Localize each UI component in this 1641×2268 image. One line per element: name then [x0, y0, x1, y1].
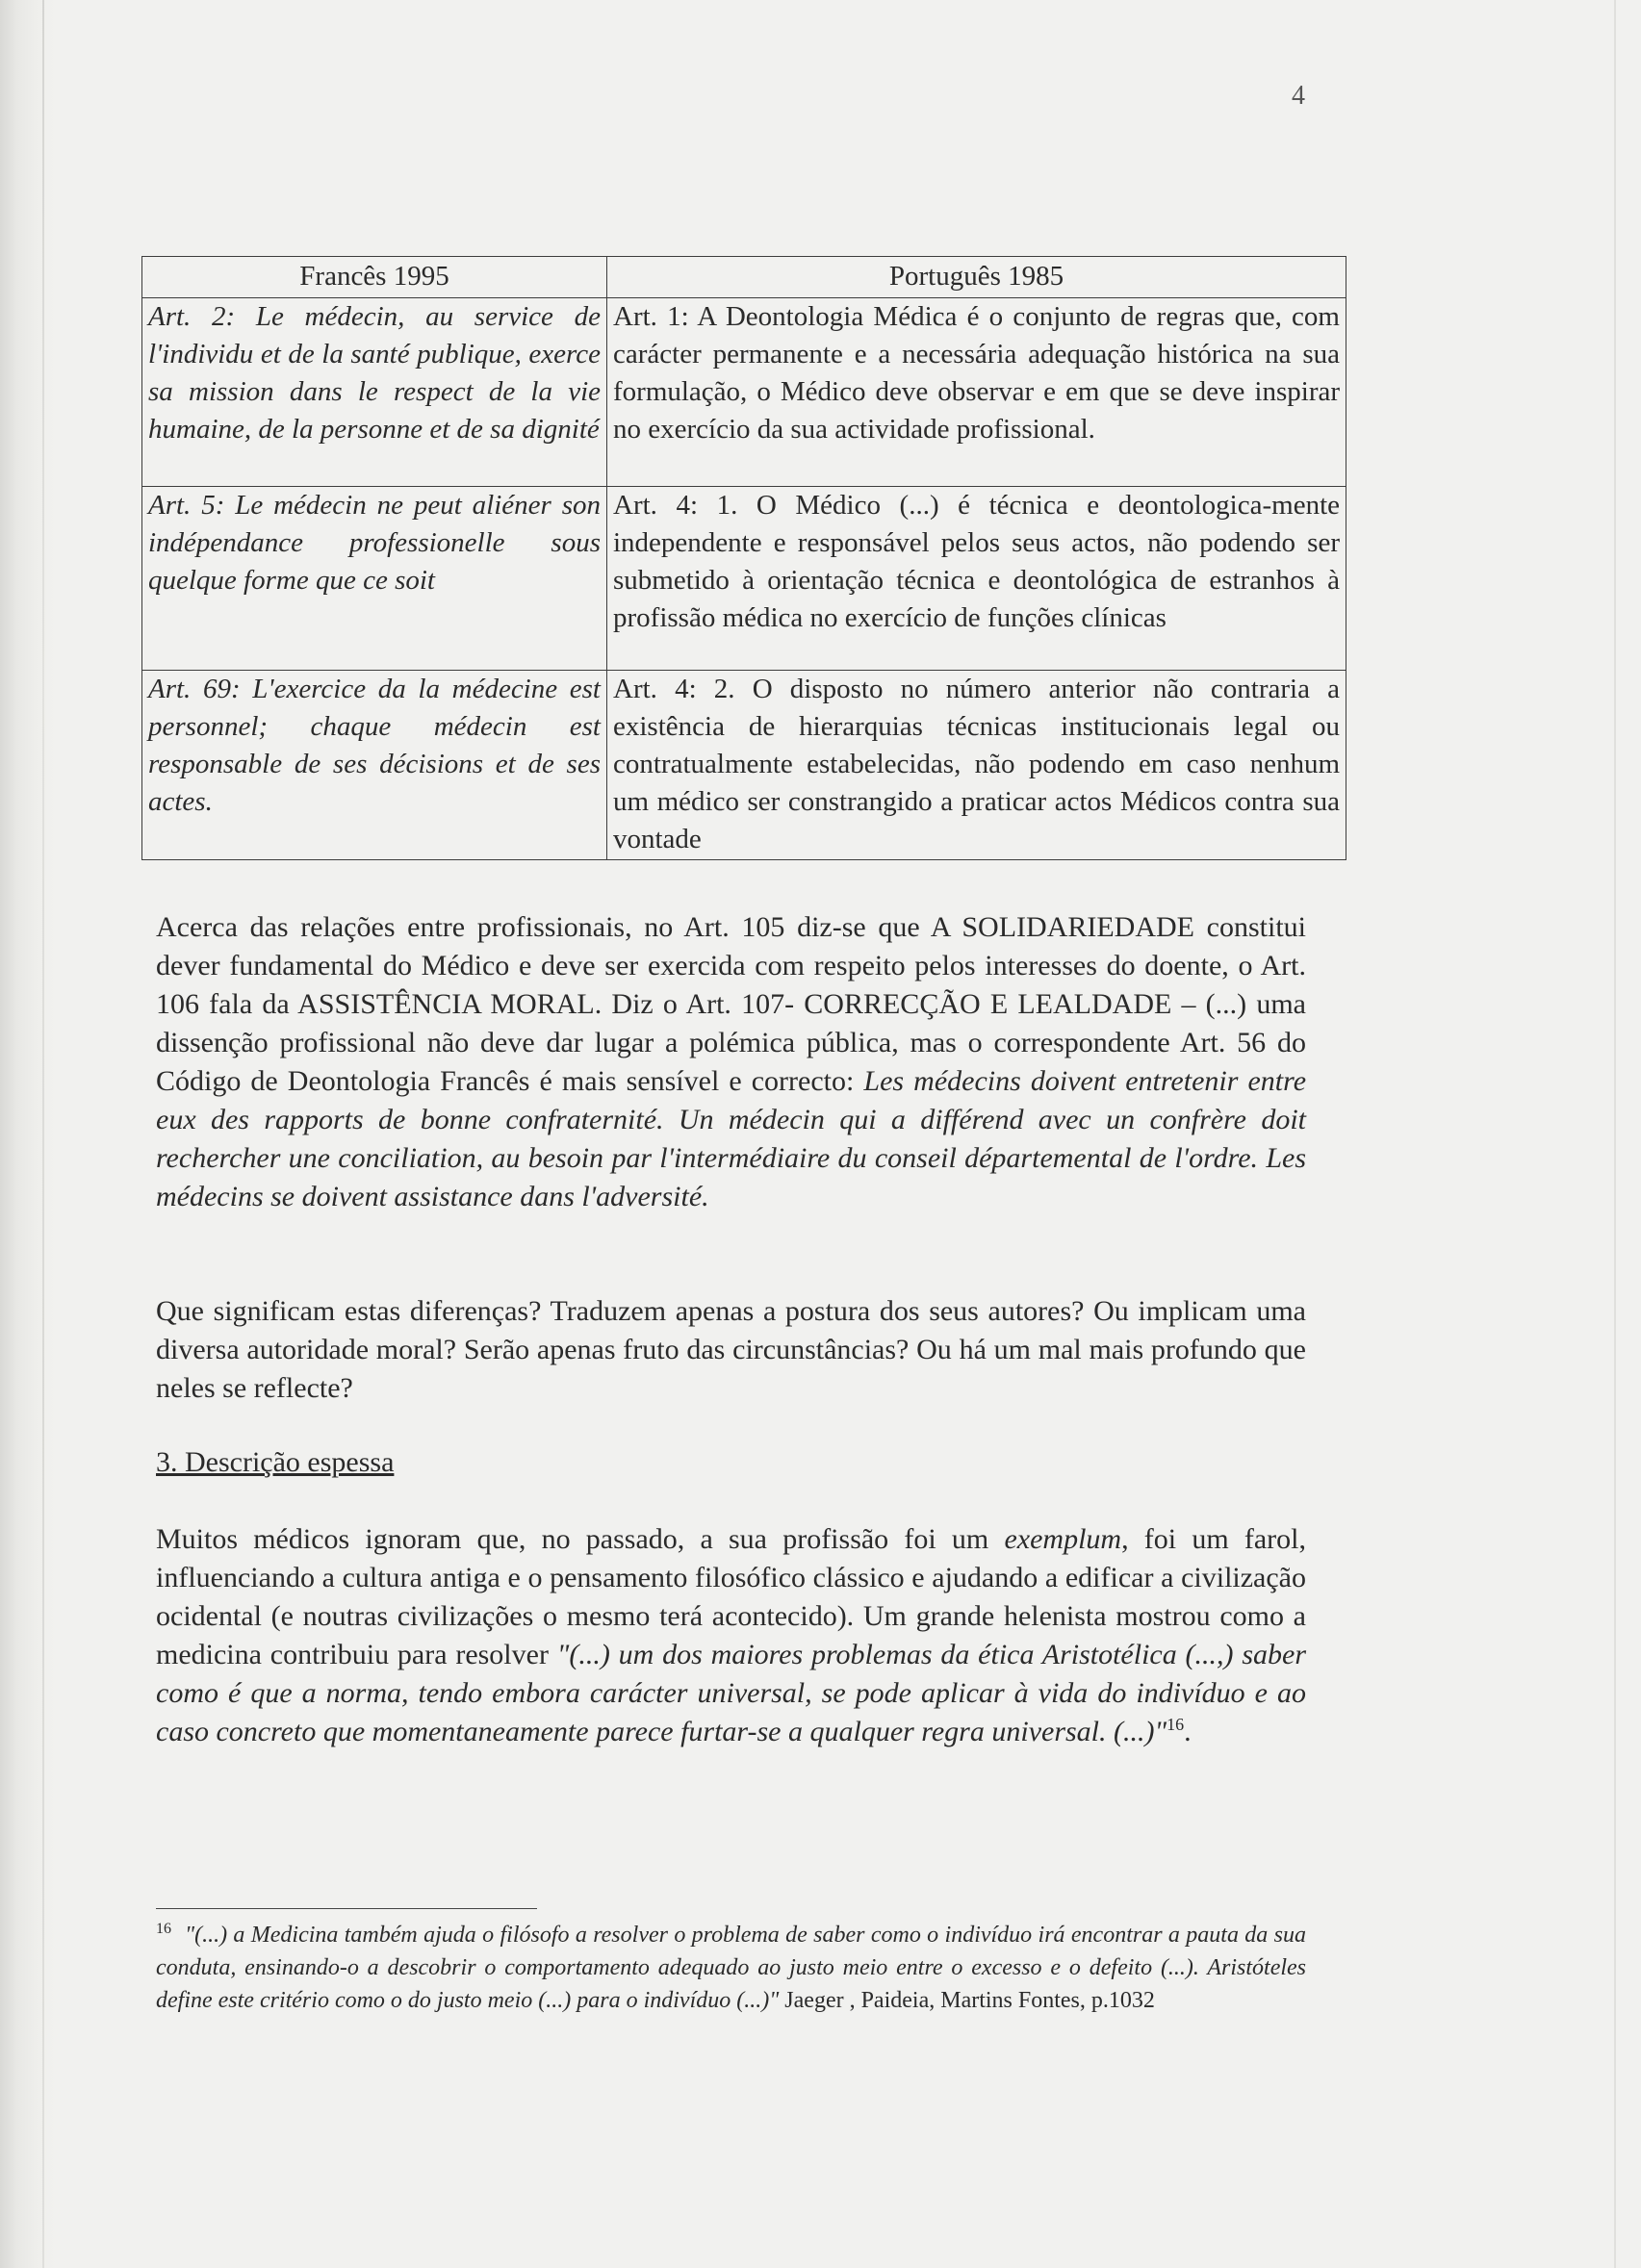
header-frances: Francês 1995: [142, 257, 607, 298]
paragraph-questions: Que significam estas diferenças? Traduzem apenas a postura dos seus autores? Ou implicam uma diversa autoridade moral? Serão apenas fruto das circunstâncias? Ou há um mal mais profundo que neles se reflecte?: [156, 1295, 1306, 1404]
quote-article-56: Les médecins doivent entretenir entre eux des rapports de bonne confraternité. Un médecin qui a différend avec un confrère doit rechercher une conciliation, au besoin par l'intermédiaire du conseil départemental de l'ordre. Les médecins se doivent assistance dans l'adversité.: [156, 1065, 1307, 1212]
cell-pt-art4-1: Art. 4: 1. O Médico (...) é técnica e deontologica-mente independente e responsável pelos seus actos, não podendo ser submetido à orientação técnica e deontológica de estranhos à profissão médica no exercício de funções clínicas: [607, 487, 1346, 671]
cell-fr-art5: Art. 5: Le médecin ne peut aliéner son indépendance professionelle sous quelque forme que ce soit: [142, 487, 607, 671]
comparison-table: [141, 256, 1346, 860]
paragraph-descricao-part1: Muitos médicos ignoram que, no passado, a sua profissão foi um: [156, 1523, 1005, 1555]
scan-right-edge: [1614, 0, 1616, 2268]
table-row: [142, 487, 1346, 671]
cell-fr-art69: Art. 69: L'exercice da la médecine est personnel; chaque médecin est responsable de ses décisions et de ses actes.: [142, 671, 607, 860]
table-row: [142, 671, 1346, 860]
section-heading: 3. Descrição espessa: [156, 1446, 395, 1478]
scan-left-edge: [0, 0, 56, 2268]
cell-pt-art1: Art. 1: A Deontologia Médica é o conjunto de regras que, com carácter permanente e a necessária adequação histórica na sua formulação, o Médico deve observar e em que se deve inspirar no exercício da sua actividade profissional.: [607, 298, 1346, 487]
footnote-divider: [156, 1908, 537, 1909]
header-portugues: Português 1985: [607, 257, 1346, 298]
table-row: [142, 298, 1346, 487]
paragraph-descricao-end: .: [1184, 1716, 1192, 1747]
quote-helenista: "(...) um dos maiores problemas da ética Aristotélica (...,) saber como é que a norma, tendo embora carácter universal, se pode aplicar à vida do indivíduo e ao caso concreto que momentaneamente parece furtar-se a qualquer regra universal. (...)": [156, 1639, 1306, 1747]
table-header-row: [142, 257, 1346, 298]
page-number: 4: [1292, 81, 1305, 111]
paragraph-descricao: [156, 1520, 1306, 1751]
paragraph-relacoes-text: Acerca das relações entre profissionais, no Art. 105 diz-se que A SOLIDARIEDADE constitui dever fundamental do Médico e deve ser exercida com respeito pelos interesses do doente, o Art. 106 fala da ASSISTÊNCIA MORAL. Diz o Art. 107- CORRECÇÃO E LEALDADE – (...) uma dissenção profissional não deve dar lugar a polémica pública, mas o correspondente Art. 56 do Código de Deontologia Francês é mais sensível e correcto:: [156, 911, 1306, 1097]
footnote-quote: "(...) a Medicina também ajuda o filósofo a resolver o problema de saber como o indivíduo irá encontrar a pauta da sua conduta, ensinando-o a descobrir o comportamento adequado ao justo meio entre o excesso e o defeito (...). Aristóteles define este critério como o do justo meio (...) para o indivíduo (...)": [156, 1923, 1306, 2013]
footnote-reference[interactable]: 16: [1167, 1715, 1185, 1734]
cell-fr-art2: Art. 2: Le médecin, au service de l'individu et de la santé publique, exerce sa mission dans le respect de la vie humaine, de la personne et de sa dignité: [142, 298, 607, 487]
footnote-number: 16: [156, 1921, 171, 1937]
term-exemplum: exemplum: [1004, 1523, 1122, 1555]
cell-pt-art4-2: Art. 4: 2. O disposto no número anterior não contraria a existência de hierarquias técnicas institucionais legal ou contratualmente estabelecidas, não podendo em caso nenhum um médico ser constrangido a praticar actos Médicos contra sua vontade: [607, 671, 1346, 860]
footnote-citation: Jaeger , Paideia, Martins Fontes, p.1032: [779, 1988, 1155, 2013]
footnote-16: [156, 1919, 1306, 2017]
paragraph-relacoes: [156, 908, 1306, 1216]
paragraph-descricao-part2: , foi um farol, influenciando a cultura antiga e o pensamento filosófico clássico e ajudando a edificar a civilização ocidental (e noutras civilizações o mesmo terá acontecido). Um grande helenista mostrou como a medicina contribuiu para resolver: [156, 1523, 1306, 1670]
